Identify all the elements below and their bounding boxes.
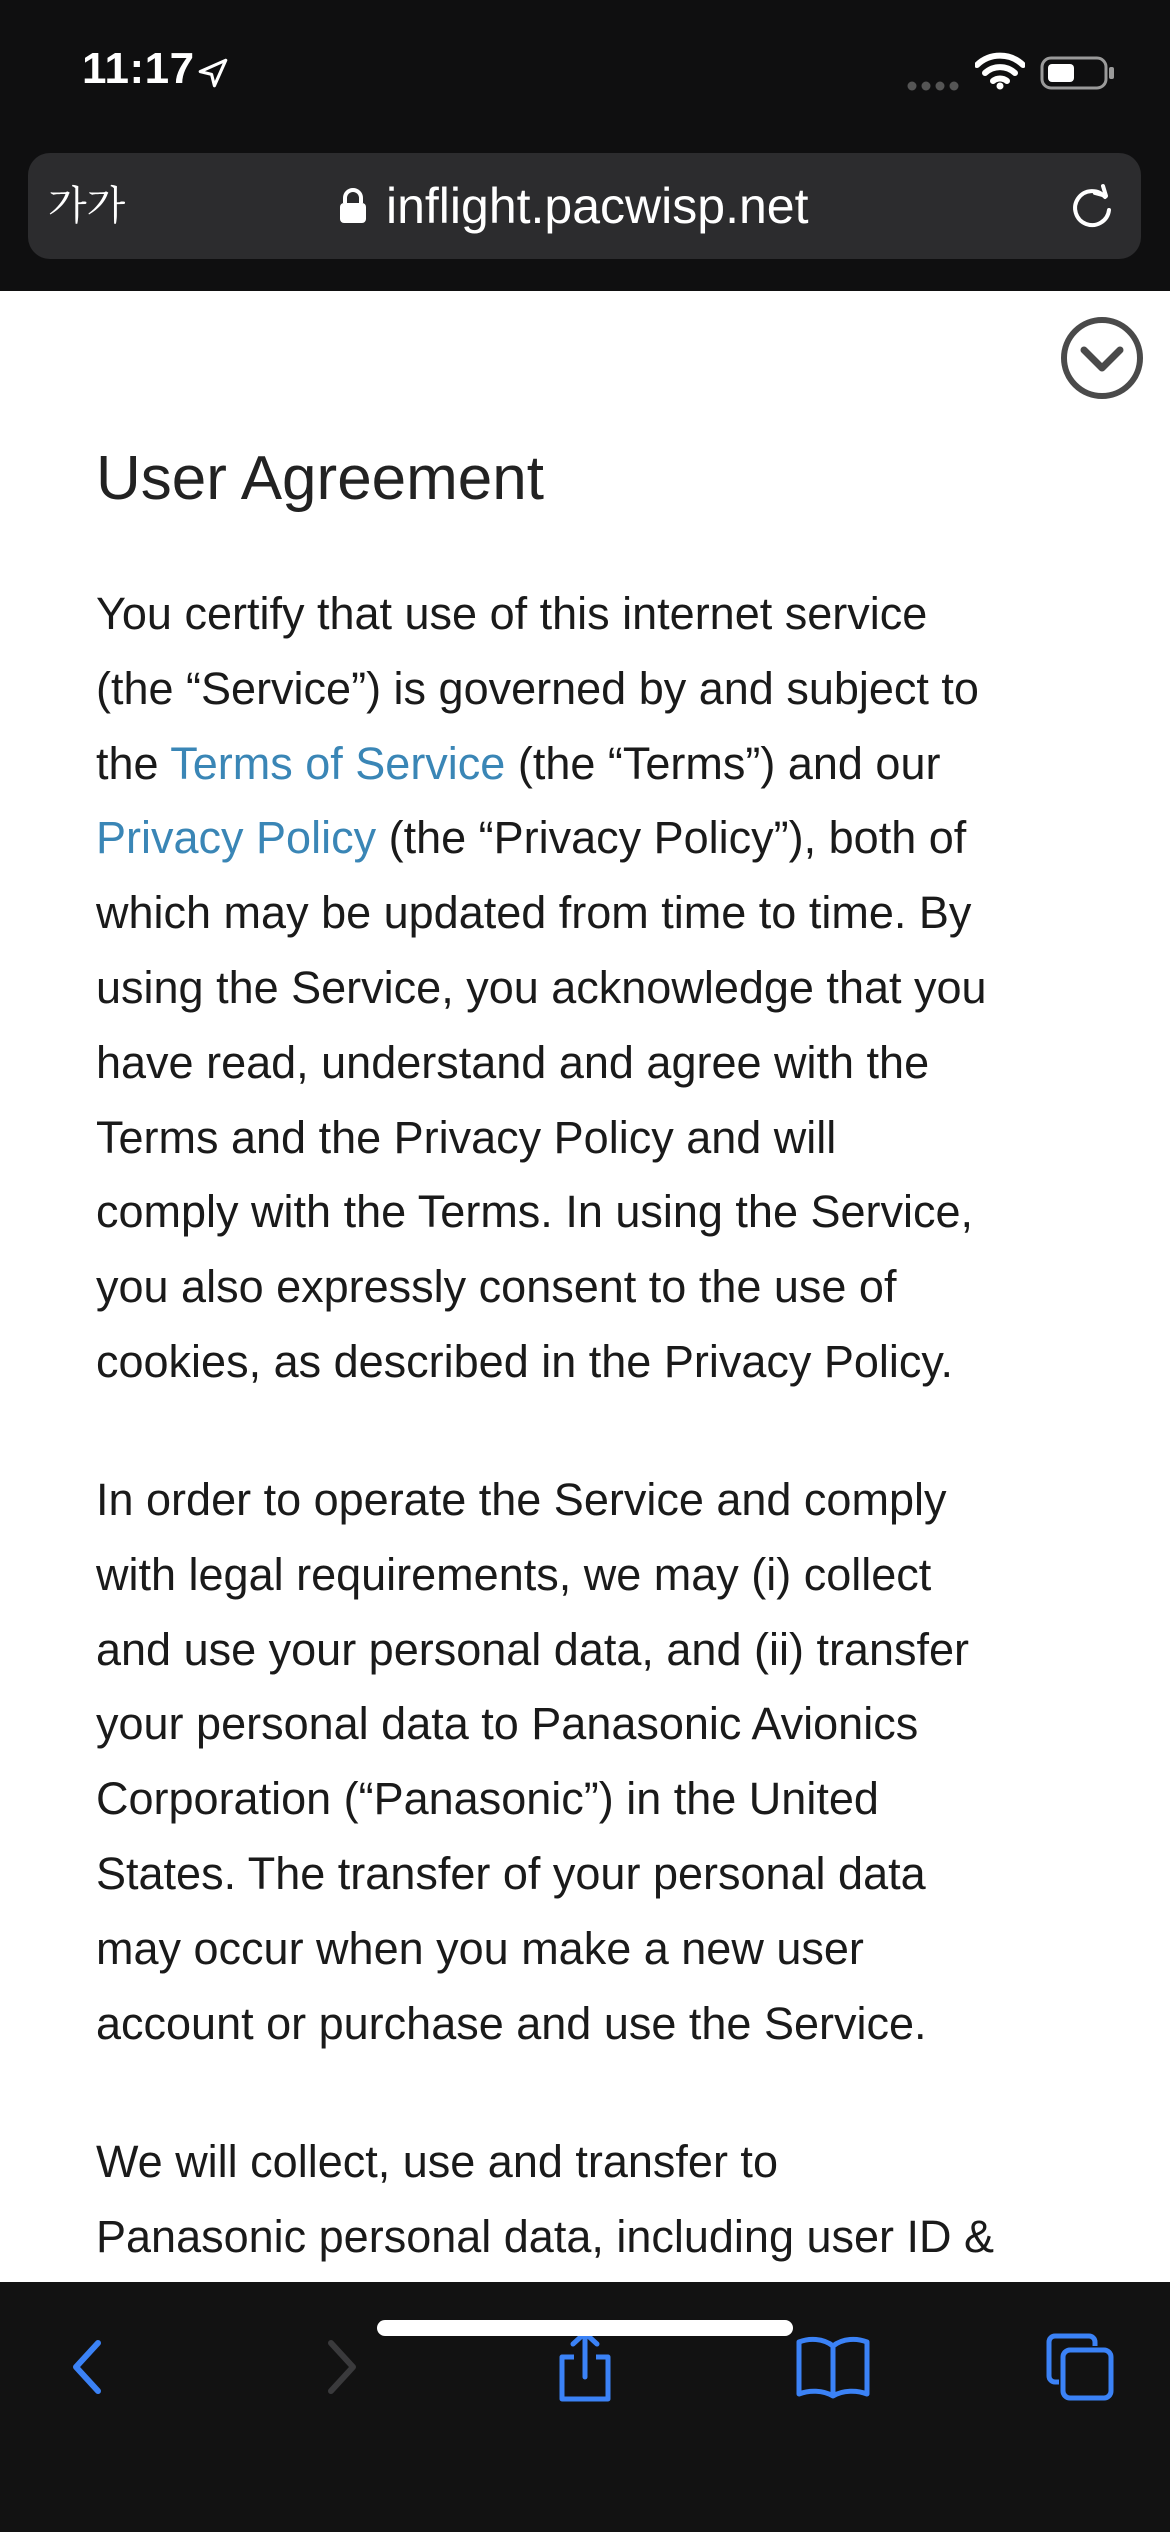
text-line: you also expressly consent to the use of	[96, 1261, 897, 1313]
forward-button[interactable]	[296, 2322, 386, 2412]
bookmarks-button[interactable]	[788, 2322, 878, 2412]
text-line: (the “Service”) is governed by and subject to	[96, 662, 979, 714]
text-line	[96, 727, 1096, 802]
page-title: User Agreement	[96, 444, 544, 513]
bookmarks-icon	[795, 2334, 871, 2400]
text-line: using the Service, you acknowledge that you	[96, 961, 987, 1013]
status-bar	[0, 0, 1170, 145]
address-area	[0, 145, 1170, 291]
tabs-icon	[1045, 2332, 1115, 2402]
text-segment: (the “Terms”) and our	[505, 737, 941, 789]
text-line: have read, understand and agree with the	[96, 1036, 930, 1088]
cellular-signal-icon	[906, 80, 962, 92]
text-line: your personal data to Panasonic Avionics	[96, 1698, 919, 1750]
text-line: with legal requirements, we may (i) collect	[96, 1548, 932, 1600]
lock-icon	[338, 187, 368, 225]
text-line: account or purchase and use the Service.	[96, 1997, 927, 2049]
tabs-button[interactable]	[1035, 2322, 1125, 2412]
text-line: Corporation (“Panasonic”) in the United	[96, 1773, 879, 1825]
back-icon	[60, 2335, 116, 2399]
text-line: comply with the Terms. In using the Service,	[96, 1186, 974, 1238]
url-text: inflight.pacwisp.net	[386, 178, 809, 234]
text-line: may occur when you make a new user	[96, 1922, 864, 1974]
chevron-down-circle-icon[interactable]	[1060, 316, 1144, 400]
url-display[interactable]	[338, 177, 808, 235]
text-line: which may be updated from time to time. By	[96, 887, 972, 939]
agreement-paragraph-1	[96, 577, 1096, 1400]
battery-icon	[1040, 55, 1116, 91]
text-segment: (the “Privacy Policy”), both of	[376, 812, 967, 864]
text-segment: the	[96, 737, 171, 789]
wifi-icon	[975, 52, 1025, 90]
text-line	[96, 801, 1096, 876]
web-content	[0, 291, 1170, 2282]
text-line: Panasonic personal data, including user ID &	[96, 2210, 995, 2262]
text-line: cookies, as described in the Privacy Policy.	[96, 1335, 954, 1387]
text-line: We will collect, use and transfer to	[96, 2136, 778, 2187]
privacy-policy-link[interactable]: Privacy Policy	[96, 812, 377, 864]
reload-icon[interactable]	[1067, 183, 1117, 233]
status-time: 11:17	[82, 44, 195, 93]
share-icon	[554, 2329, 616, 2405]
agreement-paragraph-3	[96, 2125, 1096, 2275]
text-line: States. The transfer of your personal data	[96, 1847, 926, 1899]
agreement-paragraph-2	[96, 1463, 1096, 2061]
back-button[interactable]	[43, 2322, 133, 2412]
text-size-button[interactable]: 가가	[48, 183, 126, 229]
address-bar[interactable]	[28, 153, 1141, 259]
home-indicator[interactable]	[377, 2320, 793, 2336]
terms-of-service-link[interactable]: Terms of Service	[170, 737, 506, 789]
text-line: You certify that use of this internet service	[96, 588, 928, 639]
text-line: In order to operate the Service and comply	[96, 1474, 947, 1525]
forward-icon	[313, 2335, 369, 2399]
text-line: Terms and the Privacy Policy and will	[96, 1111, 837, 1163]
text-line: and use your personal data, and (ii) transfer	[96, 1623, 969, 1675]
location-arrow-icon	[196, 56, 230, 90]
